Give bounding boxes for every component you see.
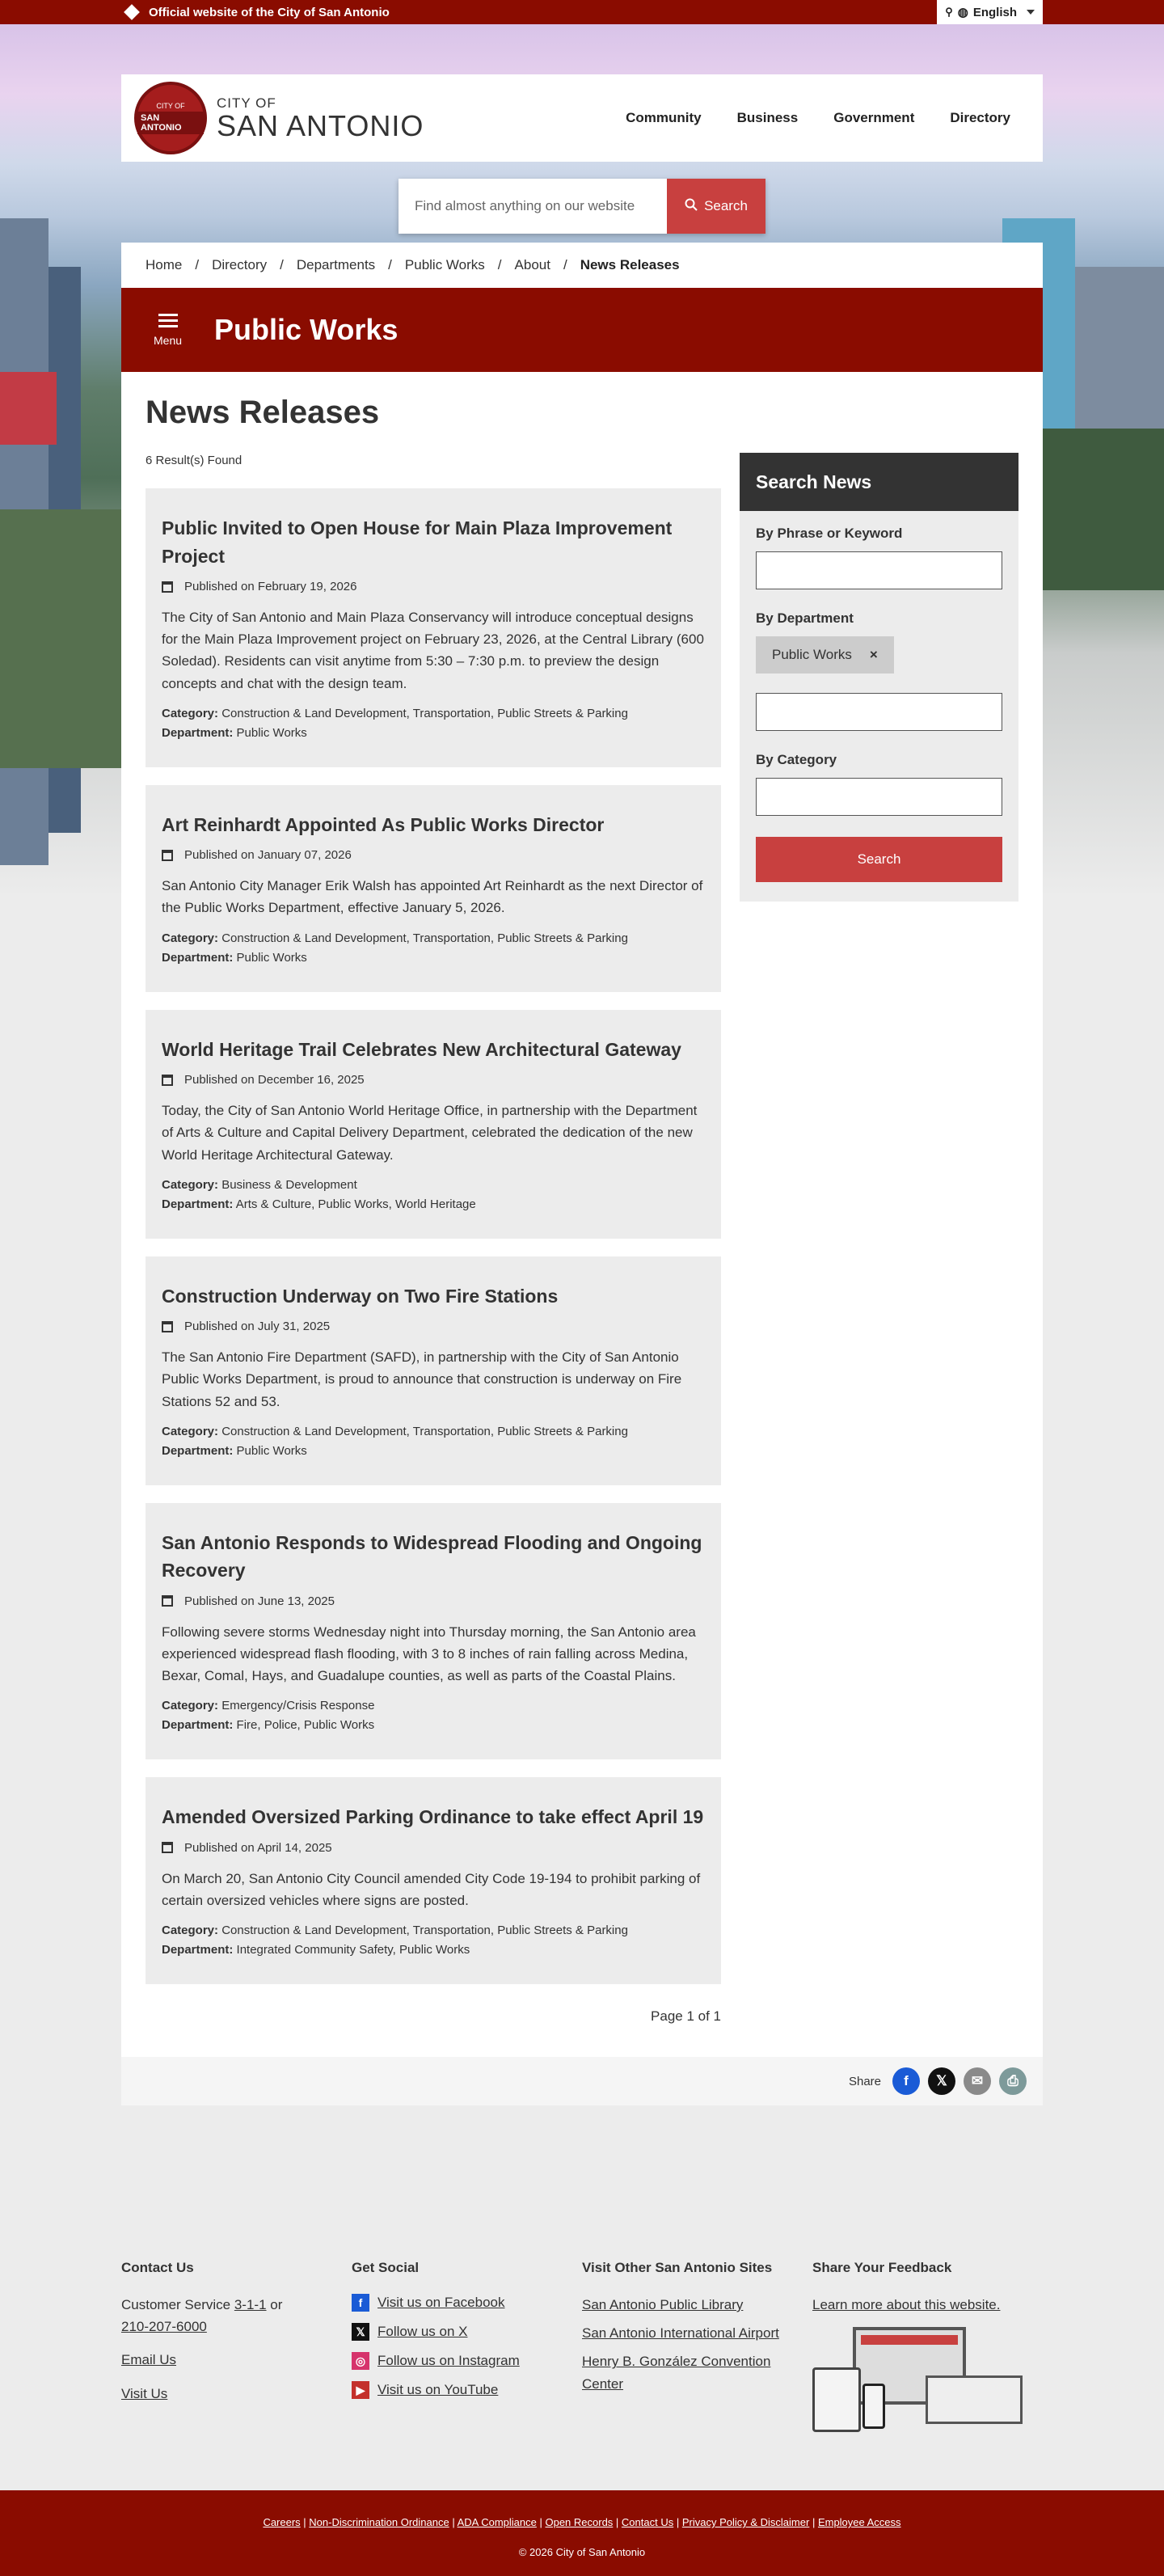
category-label: Category: — [162, 1699, 219, 1713]
department-tag-label: Public Works — [772, 647, 852, 662]
breadcrumb-directory[interactable]: Directory — [212, 257, 268, 272]
site-search-input[interactable] — [399, 179, 667, 234]
news-date-text: Published on February 19, 2026 — [184, 580, 357, 593]
news-category — [162, 1176, 705, 1195]
hamburger-icon — [158, 314, 178, 316]
customer-service-line — [121, 2294, 352, 2337]
remove-tag-icon[interactable]: × — [869, 647, 878, 662]
page-title: News Releases — [146, 395, 380, 430]
news-date-text: Published on January 07, 2026 — [184, 848, 352, 863]
news-card — [146, 1010, 721, 1239]
results-count: 6 Result(s) Found — [146, 454, 242, 467]
news-category — [162, 1422, 705, 1442]
department-value: Integrated Community Safety, Public Works — [236, 1943, 470, 1957]
department-value: Public Works — [236, 725, 307, 740]
site-header — [121, 74, 1043, 162]
language-label: English — [972, 5, 1017, 19]
news-summary: Today, the City of San Antonio World Heritage Office, in partnership with the Department of Arts & Culture and Capital Delivery Department, celebrated the dedication of the new World Heritage Architectural Gateway. — [162, 1103, 698, 1163]
careers-link[interactable]: Careers — [263, 2516, 301, 2528]
news-date — [162, 580, 705, 593]
email-share-icon[interactable]: ✉ — [964, 2067, 991, 2095]
content-card — [121, 243, 1043, 2105]
category-label: Category: — [162, 706, 219, 720]
x-share-icon[interactable]: 𝕏 — [928, 2067, 955, 2095]
department-label: Department: — [162, 1943, 234, 1957]
news-summary: The City of San Antonio and Main Plaza Conservancy will introduce conceptual designs for the Main Plaza Improvement project on February 23, 2026, at the Central Library (600 Soledad). Residents can visit anytime from 5:30 – 7:30 p.m. to preview the design concepts and chat with the design team. — [162, 610, 704, 691]
news-date — [162, 1073, 705, 1087]
news-card — [146, 1503, 721, 1760]
department-label: Department: — [162, 1443, 234, 1458]
category-label: Category: — [162, 1424, 219, 1438]
skyline-decoration — [1075, 267, 1164, 445]
youtube-icon: ▶ — [352, 2381, 369, 2399]
phone-link[interactable]: 210-207-6000 — [121, 2319, 207, 2335]
nav-business[interactable]: Business — [736, 110, 799, 125]
skyline-decoration — [1043, 429, 1164, 590]
footer-contact-title: Contact Us — [121, 2260, 194, 2275]
news-department — [162, 1940, 705, 1960]
nav-directory[interactable]: Directory — [950, 110, 1010, 125]
x-icon: 𝕏 — [352, 2323, 369, 2341]
seal-top-text: CITY OF — [156, 102, 185, 110]
nav-community[interactable]: Community — [626, 110, 702, 125]
breadcrumb — [121, 243, 1043, 288]
calendar-icon — [162, 850, 173, 861]
site-search-button[interactable] — [667, 179, 765, 234]
instagram-icon: ◎ — [352, 2352, 369, 2370]
news-title-link[interactable]: Amended Oversized Parking Ordinance to take effect April 19 — [162, 1806, 704, 1828]
main-nav — [626, 110, 1010, 126]
nav-government[interactable]: Government — [833, 110, 915, 125]
breadcrumb-separator: / — [388, 257, 392, 272]
wordmark-city-of: CITY OF — [217, 95, 276, 111]
news-date — [162, 1841, 705, 1855]
airport-link[interactable]: San Antonio International Airport — [582, 2325, 779, 2342]
calendar-icon — [162, 1842, 173, 1853]
search-news-button[interactable]: Search — [756, 837, 1002, 882]
department-filter-label: By Department — [756, 610, 854, 626]
instagram-link[interactable]: Follow us on Instagram — [377, 2353, 520, 2368]
news-summary: The San Antonio Fire Department (SAFD), in partnership with the City of San Antonio Public Works Department, is proud to announce that construction is underway on Fire Stations 52 and 53. — [162, 1349, 682, 1409]
news-summary: Following severe storms Wednesday night into Thursday morning, the San Antonio area experienced widespread flash flooding, with 3 to 8 inches of rain falling across Medina, Bexar, Comal, Hays, and Guadalupe counties, as well as parts of the Coastal Plains. — [162, 1624, 696, 1684]
category-label: Category: — [162, 931, 219, 945]
news-category — [162, 1921, 705, 1940]
category-filter-label: By Category — [756, 752, 837, 767]
news-category — [162, 929, 705, 948]
facebook-icon: f — [352, 2294, 369, 2312]
devices-illustration — [812, 2327, 1024, 2432]
news-title-link[interactable]: World Heritage Trail Celebrates New Architectural Gateway — [162, 1038, 681, 1060]
department-value: Arts & Culture, Public Works, World Heritage — [235, 1197, 476, 1211]
phrase-input[interactable] — [756, 551, 1002, 589]
footer-social — [352, 2260, 582, 2432]
email-us-link[interactable]: Email Us — [121, 2352, 177, 2368]
department-title: Public Works — [214, 313, 399, 346]
phrase-label: By Phrase or Keyword — [756, 526, 903, 541]
news-card — [146, 1256, 721, 1485]
breadcrumb-current: News Releases — [580, 257, 680, 272]
city-wordmark — [217, 95, 424, 141]
pagination-status: Page 1 of 1 — [651, 2008, 721, 2025]
department-input[interactable] — [756, 693, 1002, 731]
site-footer — [0, 2228, 1164, 2490]
breadcrumb-about[interactable]: About — [514, 257, 550, 272]
breadcrumb-separator: / — [497, 257, 502, 272]
x-link[interactable]: Follow us on X — [377, 2324, 468, 2339]
laptop-illustration — [926, 2375, 1023, 2424]
category-value: Emergency/Crisis Response — [221, 1699, 375, 1713]
category-value: Construction & Land Development, Transportation, Public Streets & Parking — [221, 1924, 628, 1938]
menu-button[interactable] — [154, 314, 182, 347]
calendar-icon — [162, 1321, 173, 1332]
news-department — [162, 724, 705, 743]
official-notice — [121, 6, 390, 19]
category-label: Category: — [162, 1924, 219, 1938]
news-date — [162, 848, 705, 862]
print-share-icon[interactable]: ⎙ — [999, 2067, 1027, 2095]
phone-illustration — [862, 2384, 885, 2429]
news-card — [146, 1777, 721, 1984]
news-summary: On March 20, San Antonio City Council amended City Code 19-194 to prohibit parking of certain oversized vehicles where signs are posted. — [162, 1870, 701, 1908]
news-card — [146, 785, 721, 992]
news-department — [162, 1716, 705, 1735]
news-card — [146, 488, 721, 767]
department-label: Department: — [162, 1718, 234, 1733]
news-department — [162, 1442, 705, 1461]
footer-feedback-title: Share Your Feedback — [812, 2260, 952, 2275]
customer-service-label: Customer Service — [121, 2297, 231, 2312]
convention-center-link[interactable]: Henry B. González Convention Center — [582, 2354, 771, 2392]
feedback-link[interactable]: Learn more about this website. — [812, 2297, 1001, 2312]
department-filter-tag — [756, 636, 894, 674]
footer-feedback — [812, 2260, 1043, 2432]
menu-label: Menu — [154, 333, 183, 347]
department-label: Department: — [162, 725, 234, 740]
official-banner — [0, 0, 1164, 24]
footer-other-title: Visit Other San Antonio Sites — [582, 2260, 773, 2275]
news-title-link[interactable]: Art Reinhardt Appointed As Public Works Director — [162, 813, 605, 835]
breadcrumb-departments[interactable]: Departments — [296, 257, 376, 272]
or-text: or — [270, 2297, 283, 2312]
open-records-link[interactable]: Open Records — [545, 2516, 614, 2528]
search-news-panel — [740, 453, 1018, 902]
share-label: Share — [848, 2074, 881, 2088]
department-banner — [121, 288, 1043, 372]
news-category — [162, 1696, 705, 1716]
share-bar — [121, 2057, 1043, 2105]
department-value: Public Works — [236, 950, 307, 965]
news-date-text: Published on July 31, 2025 — [184, 1320, 331, 1334]
translate-icon: ⚲ — [945, 6, 953, 18]
search-button-label: Search — [704, 198, 748, 213]
site-search — [399, 179, 765, 234]
breadcrumb-separator: / — [280, 257, 284, 272]
chevron-down-icon — [1027, 10, 1035, 15]
news-category — [162, 704, 705, 724]
copyright: © 2026 City of San Antonio — [518, 2546, 646, 2558]
calendar-icon — [162, 1595, 173, 1607]
news-list-column — [146, 395, 721, 2057]
wordmark-city-name: SAN ANTONIO — [217, 109, 424, 142]
news-date-text: Published on December 16, 2025 — [184, 1073, 365, 1087]
seal-name-text: SAN ANTONIO — [137, 112, 204, 134]
facebook-share-icon[interactable]: f — [892, 2067, 920, 2095]
legal-links: Careers | Non-Discrimination Ordinance | ADA Compliance | Open Records | Contact Us | Privacy Policy & Disclaimer | Employee Access — [263, 2516, 901, 2528]
news-title-link[interactable]: Construction Underway on Two Fire Stations — [162, 1285, 559, 1307]
three-one-one-link[interactable]: 3-1-1 — [234, 2297, 267, 2312]
language-selector[interactable] — [937, 0, 1043, 24]
news-title-link[interactable]: Public Invited to Open House for Main Plaza Improvement Project — [162, 517, 673, 567]
city-seal-logo — [134, 82, 207, 154]
footer-other-sites — [582, 2260, 812, 2432]
youtube-link[interactable]: Visit us on YouTube — [377, 2382, 499, 2397]
category-value: Construction & Land Development, Transportation, Public Streets & Parking — [221, 706, 628, 720]
news-summary: San Antonio City Manager Erik Walsh has appointed Art Reinhardt as the next Director of the Public Works Department, effective January 5, 2026. — [162, 878, 703, 916]
category-input[interactable] — [756, 778, 1002, 816]
diamond-icon — [124, 4, 140, 20]
globe-icon: ◍ — [957, 6, 968, 19]
news-department — [162, 948, 705, 968]
breadcrumb-separator: / — [563, 257, 567, 272]
visit-us-link[interactable]: Visit Us — [121, 2385, 168, 2401]
department-value: Public Works — [236, 1443, 307, 1458]
breadcrumb-home[interactable]: Home — [146, 257, 183, 272]
category-label: Category: — [162, 1177, 219, 1192]
official-text: Official website of the City of San Antonio — [149, 5, 390, 19]
main-content — [121, 372, 1043, 2057]
library-link[interactable]: San Antonio Public Library — [582, 2297, 744, 2312]
calendar-icon — [162, 581, 173, 593]
news-date-text: Published on June 13, 2025 — [184, 1594, 335, 1608]
category-value: Construction & Land Development, Transportation, Public Streets & Parking — [221, 931, 628, 945]
contact-us-link[interactable]: Contact Us — [621, 2516, 674, 2528]
footer-contact — [121, 2260, 352, 2432]
non-discrimination-link[interactable]: Non-Discrimination Ordinance — [309, 2516, 449, 2528]
legal-bar — [0, 2490, 1164, 2576]
tablet-illustration — [812, 2367, 861, 2432]
calendar-icon — [162, 1075, 173, 1086]
search-icon — [685, 198, 698, 215]
department-value: Fire, Police, Public Works — [236, 1718, 375, 1733]
category-value: Business & Development — [221, 1177, 357, 1192]
news-title-link[interactable]: San Antonio Responds to Widespread Flooding and Ongoing Recovery — [162, 1531, 702, 1581]
breadcrumb-separator: / — [195, 257, 200, 272]
footer-social-title: Get Social — [352, 2260, 420, 2275]
skyline-decoration — [0, 372, 57, 445]
news-date — [162, 1320, 705, 1333]
breadcrumb-public-works[interactable]: Public Works — [404, 257, 485, 272]
home-logo-link[interactable] — [134, 82, 424, 154]
department-label: Department: — [162, 1197, 234, 1211]
department-label: Department: — [162, 950, 234, 965]
skyline-decoration — [0, 509, 121, 768]
news-date — [162, 1594, 705, 1608]
category-value: Construction & Land Development, Transportation, Public Streets & Parking — [221, 1424, 628, 1438]
news-date-text: Published on April 14, 2025 — [184, 1840, 332, 1855]
search-news-title: Search News — [740, 453, 1018, 511]
facebook-link[interactable]: Visit us on Facebook — [377, 2295, 505, 2310]
news-department — [162, 1195, 705, 1214]
privacy-policy-link[interactable]: Privacy Policy & Disclaimer — [681, 2516, 810, 2528]
ada-compliance-link[interactable]: ADA Compliance — [457, 2516, 537, 2528]
employee-access-link[interactable]: Employee Access — [817, 2516, 901, 2528]
